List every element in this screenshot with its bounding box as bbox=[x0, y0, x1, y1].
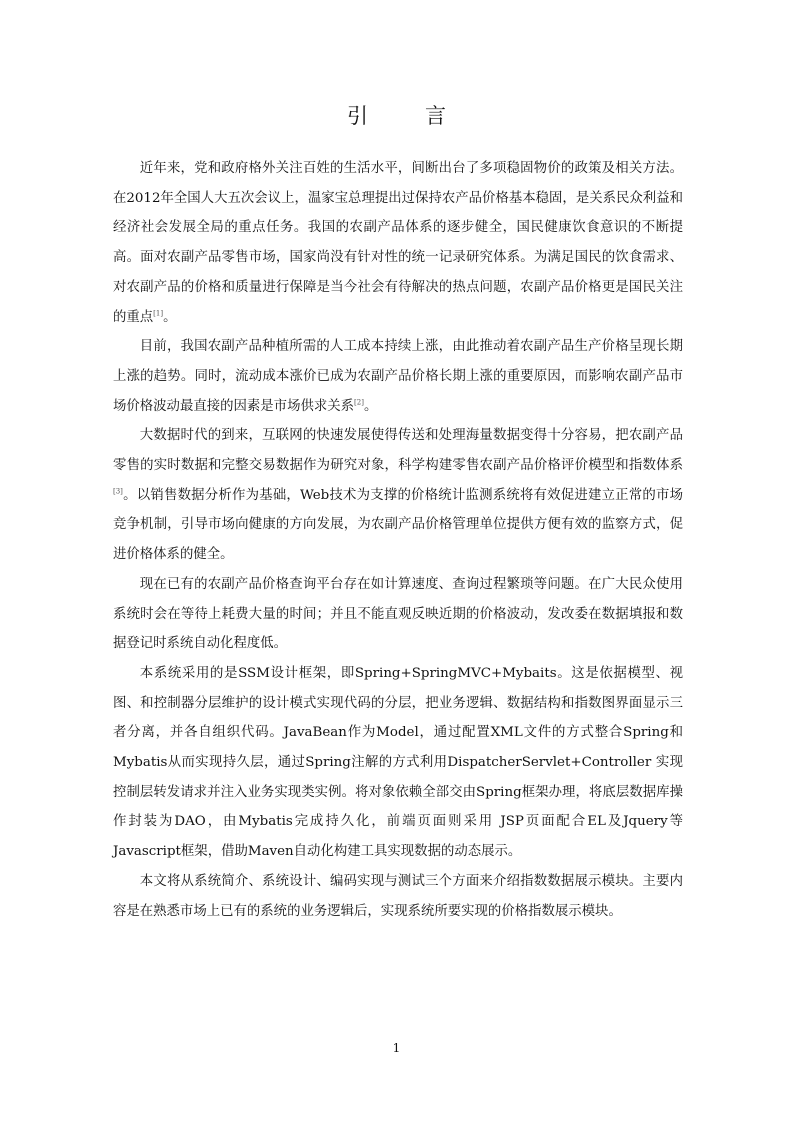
paragraph bbox=[113, 421, 683, 570]
paragraph-tail: 。以销售数据分析作为基础，Web技术为支撑的价格统计监测系统将有效促进建立正常的市场竞争机制，引导市场向健康的方向发展，为农副产品价格管理单位提供方便有效的监察方式，促进价格体系的健全。 bbox=[113, 487, 683, 563]
paragraph-text: 现在已有的农副产品价格查询平台存在如计算速度、查询过程繁琐等问题。在广大民众使用系统时会在等待上耗费大量的时间；并且不能直观反映近期的价格波动，发改委在数据填报和数据登记时系统自动化程度低。 bbox=[113, 576, 683, 652]
paragraph bbox=[113, 659, 683, 867]
citation-ref: [1] bbox=[153, 309, 164, 318]
citation-ref: [3] bbox=[113, 487, 123, 496]
paragraph-text: 本系统采用的是SSM设计框架，即Spring+SpringMVC+Mybaits。这是依据模型、视图、和控制器分层维护的设计模式实现代码的分层，把业务逻辑、数据结构和指数图界面显示三者分离，并各自组织代码。JavaBean作为Model，通过配置XML文件的方式整合Spring和Mybatis从而实现持久层，通过Spring注解的方式利用DispatcherServlet+Controller 实现控制层转发请求并注入业务实现类实例。将对象依赖全部交由Spring框架办理，将底层数据库操作封装为DAO，由Mybatis完成持久化，前端页面则采用 JSP页面配合EL及Jquery等Javascript框架，借助Maven自动化构建工具实现数据的动态展示。 bbox=[113, 665, 683, 860]
paragraph-tail: 。 bbox=[163, 309, 177, 325]
page-number: 1 bbox=[392, 1041, 401, 1055]
document-body bbox=[113, 154, 683, 926]
paragraph bbox=[113, 570, 683, 659]
paragraph-text: 本文将从系统简介、系统设计、编码实现与测试三个方面来介绍指数数据展示模块。主要内容是在熟悉市场上已有的系统的业务逻辑后，实现系统所要实现的价格指数展示模块。 bbox=[113, 873, 683, 919]
paragraph bbox=[113, 332, 683, 421]
citation-ref: [2] bbox=[354, 398, 364, 407]
paragraph-text: 目前，我国农副产品种植所需的人工成本持续上涨，由此推动着农副产品生产价格呈现长期上涨的趋势。同时，流动成本涨价已成为农副产品价格长期上涨的重要原因，而影响农副产品市场价格波动最直接的因素是市场供求关系 bbox=[113, 339, 683, 414]
paragraph-text: 近年来，党和政府格外关注百姓的生活水平，间断出台了多项稳固物价的政策及相关方法。在2012年全国人大五次会议上，温家宝总理提出过保持农产品价格基本稳固，是关系民众利益和经济社会发展全局的重点任务。我国的农副产品体系的逐步健全，国民健康饮食意识的不断提高。面对农副产品零售市场，国家尚没有针对性的统一记录研究体系。为满足国民的饮食需求、对农副产品的价格和质量进行保障是当今社会有待解决的热点问题，农副产品价格更是国民关注的重点 bbox=[113, 161, 683, 325]
paragraph-text: 大数据时代的到来，互联网的快速发展使得传送和处理海量数据变得十分容易，把农副产品零售的实时数据和完整交易数据作为研究对象，科学构建零售农副产品价格评价模型和指数体系 bbox=[113, 428, 683, 474]
paragraph bbox=[113, 154, 683, 332]
page-title: 引 言 bbox=[347, 104, 464, 128]
paragraph-tail: 。 bbox=[363, 398, 378, 414]
paragraph bbox=[113, 867, 683, 926]
